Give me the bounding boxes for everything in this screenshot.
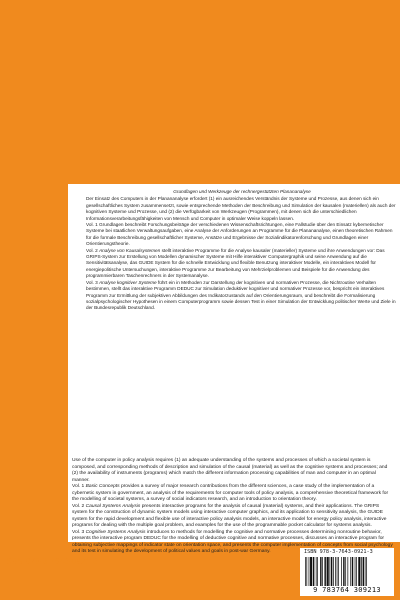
german-vol2-title: Analyse von Kausalsystemen: [99, 247, 161, 253]
german-vol2-prefix: Vol. 2: [86, 247, 100, 253]
german-vol2-text: stellt interaktive Programme für die Analyse kausaler (materieller) Systeme und ihre Anwendungen vor: Das GRIPS-System zur Erstellung von Modellen dynamischer Systeme mit Hilfe interaktiver Computergraphik und seine Anwendung auf die Sensitivitätsanalyse, das GUIDE System für die schnelle Entwicklung und flexible Benutzung interaktiver Modelle, ein interaktives Modell für energiepolitische Untersuchungen, interaktive Programme zur Bearbeitung von Mehrzielproblemen und Beispiele für die Anwendung des programmierbaren Taschenrechners in der Systemanalyse.: [86, 247, 385, 279]
english-vol1-text: provides a survey of major research contributions from the different sciences, a case study of the implementation of a cybernetic system in government, an analysis of the requirements for computer tools of policy analysis, a comprehensive theoretical framework for the modelling of societal systems, a survey of social indicators research, and an introduction to orientation theory.: [72, 484, 389, 502]
english-vol3-text: introduces to methods for modelling the cognitive and normative processes determining nonroutine behavior, presents the interactive program DEDUC for the modelling of deductive cognitive and normative processes, discusses an interactive program for obtaining subjective mappings of indicator state on orientation space, and presents the computer implementation of concepts from social psychology and its test in simulating the development of political values and goals in post-war Germany.: [72, 529, 393, 554]
german-title: Grundlagen und Werkzeuge der rechnergestützten Planananalyse: [173, 189, 311, 194]
german-vol3-text: führt ein in Methoden zur Darstellung der kognitiven und normativen Prozesse, die Nichtroutine Verhalten bestimmen, stellt das interaktive Programm DEDUC zur Simulation deduktiver kognitiver und normativer Prozesse vor, bespricht ein interaktives Programm zur Ermittlung der subjektiven Abbildungen des Indikatorzustands auf den Orientierungsraum, und beschreibt die Formalisierung sozialpsychologischer Hypothesen in einem Computerprogramm sowie dessen Test in einer Simulation der Entwicklung politischer Werte und Ziele in der Bundesrepublik Deutschland.: [86, 279, 396, 311]
english-vol2-prefix: Vol. 2: [72, 503, 86, 509]
english-vol2: [72, 504, 394, 530]
english-blurb: [72, 458, 394, 556]
english-vol3-prefix: Vol. 3: [72, 529, 86, 535]
isbn-footer: ISBN 978-3-7643-0921-3: [4, 557, 98, 566]
barcode-icon: [304, 557, 390, 586]
english-vol2-title: Causal Systems Analysis: [85, 503, 141, 509]
german-blurb: [86, 189, 398, 312]
german-vol2: [86, 248, 398, 280]
barcode-digits: 9 783764 309213: [313, 586, 381, 594]
german-vol3-title: Analyse kognitiver Systeme: [99, 279, 157, 285]
english-vol1-title: Basic Concepts: [85, 484, 120, 489]
english-vol3-title: Cognitive Systems Analysis: [85, 529, 146, 535]
english-vol1-prefix: Vol. 1: [72, 484, 86, 489]
english-intro: Use of the computer in policy analysis requires (1) an adequate understanding of the systems and processes of which a societal system is composed, and corresponding methods of description and simulation of the causal (material) as well as the cognitive systems and processes; and (2) the availability of instruments (programs) which match the different information processing capabilities of man and computer in an optimal manner.: [72, 458, 388, 483]
barcode-box: [300, 548, 394, 596]
english-vol2-text: presents interactive programs for the analysis of causal (material) systems, and their applications. The GRIPS system for the construction of dynamic system models using interactive computer graphics, and its application to sensitivity analysis, the GUIDE system for the rapid development and flexible use of interactive policy analysis models, an interactive model for energy policy analysis, interactive programs for dealing with the multiple goal problem, and examples for the use of the programmable pocket calculator for systems analysis.: [72, 503, 387, 528]
english-vol1: [72, 484, 394, 504]
barcode-isbn-label: ISBN 978-3-7643-0921-3: [304, 549, 373, 555]
german-vol3: [86, 280, 398, 312]
german-vol1: Vol. 1 Grundlagen beschreibt Forschungsbeiträge der verschiedenen Wissenschaftsrichtungen, eine Fallstudie über den Einsatz kybernetischer Systeme bei staatlichen Verwaltungsaufgaben, eine Analyse der Anforderungen an Programme für die Planananalyse, einen theoretischen Rahmen für die formale Beschreibung gesellschaftlicher Systeme, Ansätze und Ergebnisse der Sozialindikatorenforschung und Grundlagen einer Orientierungstheorie.: [86, 222, 393, 247]
german-intro: Der Einsatz des Computers in der Planananalyse erfordert (1) ein ausreichendes Verständnis der Systeme und Prozesse, aus denen sich ein gesellschaftliches System zusammensetzt, sowie entsprechende Methoden der Beschreibung und Simulation der kausalen (materiellen) als auch der kognitiven Systeme und Prozesse, und (2) die Verfügbarkeit von Werkzeugen (Programmen), mit denen sich die unterschiedlichen Informationsverarbeitungsfähigkeiten von Mensch und Computer in optimaler Weise koppeln lassen.: [86, 196, 396, 221]
german-vol3-prefix: Vol. 3: [86, 279, 100, 285]
